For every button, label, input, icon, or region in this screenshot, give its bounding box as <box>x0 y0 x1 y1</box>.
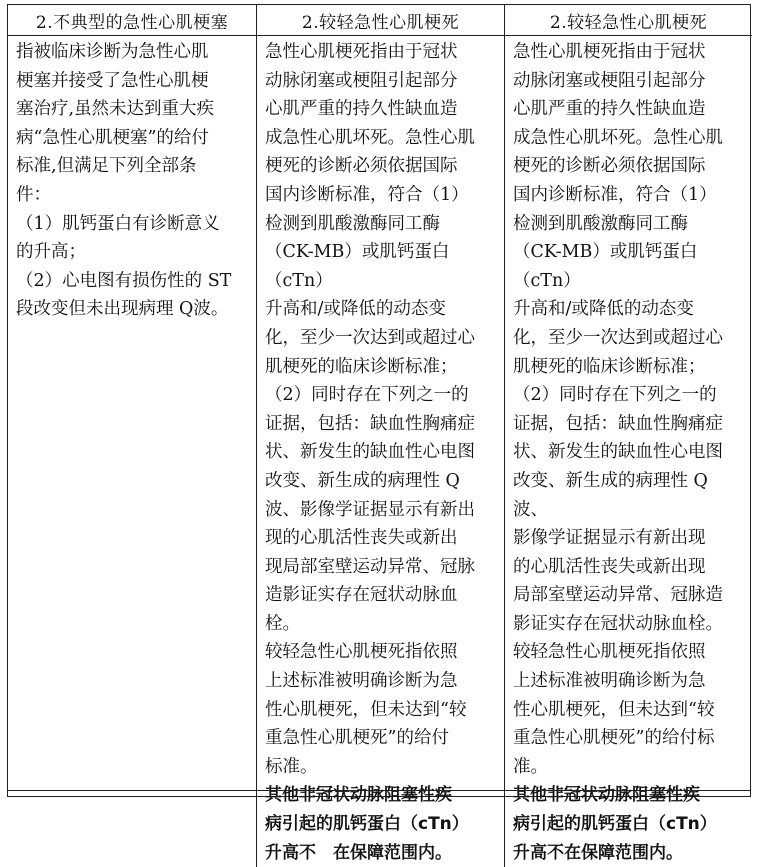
column-header-2: 2.较轻急性心肌梗死 <box>257 5 505 36</box>
paragraph-evidence: （2）同时存在下列之一的 证据，包括：缺血性胸痛症 状、新发生的缺血性心电图 改变、新生成的病理性 Q 波、 影像学证据显示有新出现 的心肌活性丧失或新出现 局部室壁运动异常、冠脉造 影证实存在冠状动脉血栓。 <box>513 385 723 634</box>
column-header-3: 2.较轻急性心肌梗死 <box>505 5 752 36</box>
paragraph-mild-definition: 较轻急性心肌梗死指依照 上述标准被明确诊断为急 性心肌梗死，但未达到“较 重急性心肌梗死”的给付 标准。 <box>265 642 467 777</box>
table-bottom-rule <box>7 790 751 791</box>
comparison-table <box>7 4 751 863</box>
paragraph-definition: 指被临床诊断为急性心肌 梗塞并接受了急性心肌梗 塞治疗,虽然未达到重大疾 病“急性心肌梗塞”的给付 标准,但满足下列全部条 件： <box>16 42 215 205</box>
column-body-3 <box>505 36 752 867</box>
paragraph-mild-definition: 较轻急性心肌梗死指依照 上述标准被明确诊断为急 性心肌梗死，但未达到“较 重急性心肌梗死”的给付标 准。 <box>513 642 715 777</box>
column-body-1 <box>8 36 257 867</box>
paragraph-condition-2: （2）心电图有损伤性的 ST 段改变但未出现病理 Q波。 <box>16 270 232 320</box>
column-header-1: 2.不典型的急性心肌梗塞 <box>8 5 257 36</box>
paragraph-evidence: （2）同时存在下列之一的 证据，包括：缺血性胸痛症 状、新发生的缺血性心电图 改变、新生成的病理性 Q 波、影像学证据显示有新出 现的心肌活性丧失或新出 现局部室壁运动异常、冠脉 造影证实存在冠状动脉血 栓。 <box>265 385 475 634</box>
paragraph-condition-1: （1）肌钙蛋白有诊断意义 的升高； <box>16 213 220 263</box>
column-body-2 <box>257 36 505 867</box>
paragraph-exclusion: 其他非冠状动脉阻塞性疾 病引起的肌钙蛋白（cTn） 升高不 在保障范围内。 <box>265 785 469 863</box>
paragraph-definition: 急性心肌梗死指由于冠状 动脉闭塞或梗阻引起部分 心肌严重的持久性缺血造 成急性心肌坏死。急性心肌 梗死的诊断必须依据国际 国内诊断标准，符合（1） 检测到肌酸激酶同工酶 （CK-MB）或肌钙蛋白（cTn） 升高和/或降低的动态变 化，至少一次达到或超过心 肌梗死的临床诊断标准； <box>265 42 475 377</box>
paragraph-definition: 急性心肌梗死指由于冠状 动脉闭塞或梗阻引起部分 心肌严重的持久性缺血造 成急性心肌坏死。急性心肌 梗死的诊断必须依据国际 国内诊断标准，符合（1） 检测到肌酸激酶同工酶 （CK-MB）或肌钙蛋白（cTn） 升高和/或降低的动态变 化，至少一次达到或超过心 肌梗死的临床诊断标准； <box>513 42 723 377</box>
paragraph-exclusion: 其他非冠状动脉阻塞性疾 病引起的肌钙蛋白（cTn） 升高不在保障范围内。 <box>513 785 717 863</box>
